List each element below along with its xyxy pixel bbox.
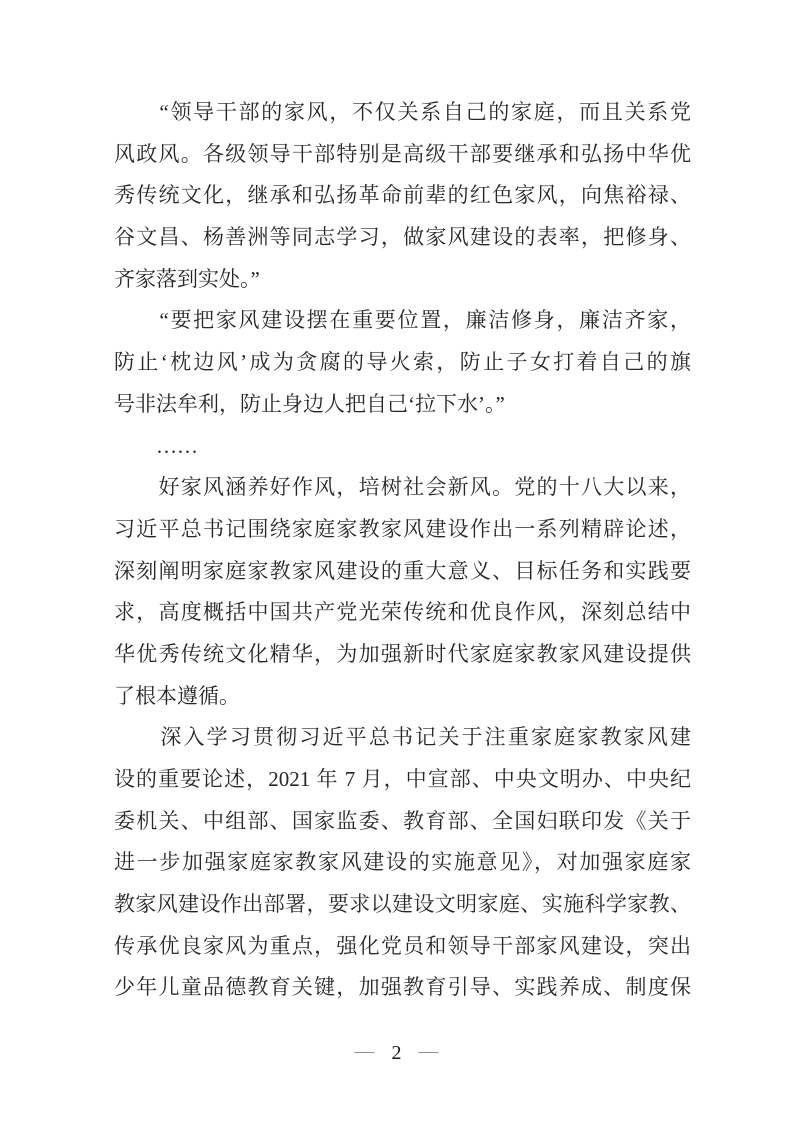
ellipsis-paragraph (114, 426, 691, 468)
text-line: 委机关、中组部、国家监委、教育部、全国妇联印发《关于 (114, 808, 691, 833)
text-line: 防止‘枕边风’成为贪腐的导火索，防止子女打着自己的旗 (114, 350, 691, 375)
text-line: 深刻阐明家庭家教家风建设的重大意义、目标任务和实践要 (114, 558, 691, 583)
text-line: 谷文昌、杨善洲等同志学习，做家风建设的表率，把修身、 (114, 225, 691, 250)
page-footer (0, 1039, 793, 1067)
text-line: 好家风涵养好作风，培树社会新风。党的十八大以来， (114, 475, 691, 500)
text-line: 齐家落到实处。” (114, 266, 260, 291)
quote-paragraph-2 (114, 300, 691, 425)
text-line: 设的重要论述，2021 年 7 月，中宣部、中央文明办、中央纪 (114, 767, 691, 791)
text-line: 传承优良家风为重点，强化党员和领导干部家风建设，突出 (114, 933, 691, 958)
text-line: “要把家风建设摆在重要位置，廉洁修身，廉洁齐家， (114, 308, 691, 333)
text-line: 求，高度概括中国共产党光荣传统和优良作风，深刻总结中 (114, 600, 691, 625)
quote-paragraph-1 (114, 92, 691, 300)
text-block (114, 92, 691, 1009)
body-paragraph-1 (114, 467, 691, 717)
text-line: 秀传统文化，继承和弘扬革命前辈的红色家风，向焦裕禄、 (114, 183, 691, 208)
text-line: 习近平总书记围绕家庭家教家风建设作出一系列精辟论述， (114, 516, 691, 541)
text-line: 少年儿童品德教育关键，加强教育引导、实践养成、制度保 (114, 975, 691, 1000)
page-number: 2 (391, 1042, 402, 1064)
text-line: 教家风建设作出部署，要求以建设文明家庭、实施科学家教、 (114, 892, 691, 917)
text-line: 了根本遵循。 (114, 683, 240, 708)
footer-dash-right: — (418, 1040, 439, 1062)
body-paragraph-2 (114, 717, 691, 1009)
text-line: “领导干部的家风，不仅关系自己的家庭，而且关系党 (114, 100, 691, 124)
footer-dash-left: — (354, 1040, 375, 1062)
text-line: 风政风。各级领导干部特别是高级干部要继承和弘扬中华优 (114, 141, 691, 166)
text-line: 华优秀传统文化精华，为加强新时代家庭家教家风建设提供 (114, 641, 691, 666)
text-line: 进一步加强家庭家教家风建设的实施意见》，对加强家庭家 (114, 850, 691, 875)
text-line: …… (114, 433, 198, 458)
text-line: 深入学习贯彻习近平总书记关于注重家庭家教家风建 (114, 725, 691, 750)
text-line: 号非法牟利，防止身边人把自己‘拉下水’。” (114, 391, 505, 416)
